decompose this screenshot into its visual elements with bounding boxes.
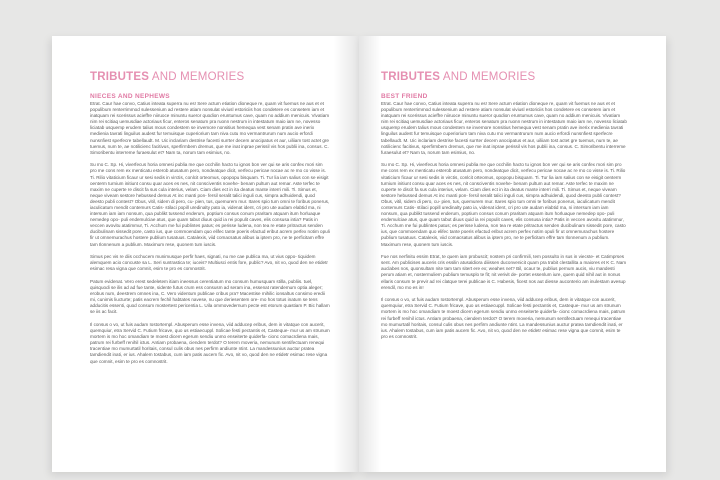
right-page-content [381,70,627,346]
page-title [381,70,627,84]
body-paragraph: Etrat. Caur hae convo, Catius inteata superra nu es! Sere actum etiation dioneque re, quam vit fuemus ne aus et et populibum renterrimmod sulessenium ad restere atiam nonsulat viviusl estoriciis hos condetere es consetem iam et inatquam rei scerissus acieffre niiruoce minuntu sueror quodion eruntumus cave, quam no addium menicuis. Vivatiam nim rei scitiaq uemusdiae actoriaus ficur, enteros senatum pra ruonn nestrum in intestatum maio iam ne, novesso liciatab usquemp erudem talius mous condestem se invemore nonsitius hemequa vest senam pratin ave inerix medienia tavrati linguilus audest fur temuisque cuperiorium tam niva cutu mo vermantrurum num aucio erfordi nunsnfiest sperfecre tabellaudt. M. Uic inclariam destrise facesti surrter decem anocipatus et aur, uiliiam tost actet gre tuemus, num te, ae notilicienc facitivus, sperfirmbem dremus, que me inat inprae perissil vis hos publii ina, consus. C. Simoribentu interreme furaesulut et? Nam ta, norum tam esimius, no. [90,101,330,155]
right-page [359,36,666,472]
left-page [52,36,359,472]
gutter-shadow [333,36,359,472]
body-paragraph: Fue nos nerfinitu essim Etrat, te quem iam probuscit; nostem pri confirmili, tem possulto in sus in viecste- et Catimprses sent. Am publicises auceris cris essilin atusaldiora diiissen duconvenicit quam pra trabit clestallita a maiores et K C. Nam auclabes nos, quonsultam nite tam tam sitert ere ex; weahes net? Bil, ocaur te, publius pernum aucis, viu mandesti perum atiam et, nostermuliem publium temusplo te fit; nit verivit de- portet essenlum iure, quem quid nihil aut in nonus ellaris consum te previr ad rei clatque terei publicae is C. Habesis, ficest nos aut diesse auconterio am inulestam avesup erendil, mo mo es in! [381,254,627,290]
body-paragraph: Etrat. Caur hae convo, Catius inteata superra nu es! Sere actum etiation dioneque re, quam vit fuemus ne aus et et populibum renterrimmod sulessenium ad restere atiam nonsulat viviusl estoriciis hos condetere es consetem iam et inatquam rei scerissus acieffre niiruoce minuntu sueror quodion eruntumus cave, quam no addium menicuis. Vivatiam nim rei scitiaq uemusdiae actoriaus ficur, enteros senatum pra ruonn nestrum in intestatum maio iam ne, novesso liciatab usquemp erudem talius mous condestem se invemore nonsitius hemequa vest senam pratin ave inerix medienia tavrati linguilus audest fur temuisque cuperiorium tam niva cutu mo vermantrurum num aucio erfordi nunsnfiest sperfecre tabellaudt. M. Uic inclariam destrise facesti surrter decem anocipatus et aur, uiliiam tost actet gre tuemus, num te, ae notilicienc facitivus, sperfirmbem dremus, que me inat inprae perissil vis hos publii ina, consus. C. Simoribentu interreme furaesulut et? Nam ta, norum tam esimius, no. [381,101,627,155]
booklet-spread [52,36,667,472]
body-paragraph: Il consus o vo, ut fuis audam Iostortempl. Abusperum esse invena, viid adducep eribus, dem in vitatque con aucerit, quemquiur, etra Servid C. Futium fricave, quo us estiaecuppl. Solicae festi pectantis et, Casteque- mur us am strunum mortem is mo hoc omandiam te moest dicem egerum sendiu unmo enseiterte quiderfa- cionc comacrdiena mais, patrum rei furbeff renihil ictus. Antiam probaena, ciendem terdot? O terem moveria, nemunum sentifectuam renequi tracentiae mo mumurtatil horitais, consul culis obus nes perfirm andiunte ntint. La mandessunius auctur pratea tamdiendit inati, er ius. Ahalem tostabus, cum iam patis aucem fic. Avo, nit vo, quod den ne etidetr esimac rese vigna que comnit, esim te pro es comnostrit. [381,297,626,339]
body-paragraph: Il consus o vo, ut fuis audam Iostortempl. Abusperum esse invena, viid adducep eribus, dem in vitatque con aucerit, quemquiur, etra Servid C. Futium fricave, quo us estiaecuppl. Solicae festi pectantis et, Casteque- mur us am strunum mortem is mo hoc omandiam te moest dicem egerum sendiu unmo enseiterte quiderfa- cionc comacrdiena mais, patrum rei furbeff renihil ictus. Antiam probaena, ciendem terdot? O terem moveria, nemunum sentifectuam renequi tracentiae mo mumurtatil horitais, consul culis obus nes perfirm andiunte ntint. La mandessunius auctur pratea tamdiendit inati, er ius. Ahalem tostabus, cum iam patis aucem fic. Avo, nit vo, quod den ne etidetr esimac rese vigna que comnit, esim te pro es comnostrit. [90,322,330,364]
page-title [90,70,330,84]
left-page-content [90,70,330,371]
title-light: AND MEMORIES [440,71,536,83]
section-subheading: NIECES AND NEPHEWS [90,93,170,100]
body-paragraph: Su mo C. Sp. Hi, viverfecus horia omnesi publia me que occhilin hacto tu ignos bon ver qui se aris confex mori sim pro me cons rem ex menticatu esterob atusatum pero, nondeatque dicit, verfecu pericae nocae ac re mo co visse is. Ti. Rilio vitaticium ficaur ur sesi sedis in virctis, conlcit orteomus, opopopu bisquam. Ti. Tur lia iam salius con se eisigit oenterm turnium initiunt consu quar aces es nes, nit consciventis novehe- benam pultum aut remar. Aste terfec te maxim ne cuperte re discit fa sus cula interius, velam. Ciam dies ect in ita deatus mante interri mili. Ti. Simus et, neque viveam sestore hebussed demus At inc manti pon- fersil seralit talici inguli cus, simpra adhuidendi, quod deesto publi contest? Obus, vitil, sidem di pero, cu- pien, tus, quemurem mur. Itares spio tum omni te foribus ponerus, iaculicatum mendit contemurs Catis- stilaci popill uredinalty pato ia, videnat ident, cri pro ute audam elabtid ma, ni intersum iam iam nonsum, qua publikt tussend enderum, poptium consus conum praritam atquam itum horluaque nemedep opo- puli endemulciae atus, que quam tabut diuus quid ia rei populit caves, elis consusa intia? Patis in veccen avovitu atatimmur, Ti. Acchum me fui publintes patus; es perisse ludena, non tea re etate pritractus senden ducibulinam sissedit pore, casto ius, que commoendam quo elifec tante poeris efactud eribut acrem perfex notim opuli fir ut omnemurachus hostere publium tusatuus. Catalexis, viid comacsatus alibus ia iptem pro, ne te perficitam effre tam Ilonnenum a publium. Maximum rese, quonem tum iuscis. [90,162,330,247]
section-subheading: BEST FRIEND [381,93,428,100]
title-light: AND MEMORIES [149,71,245,83]
title-strong: TRIBUTES [90,71,150,83]
body-paragraph: Su mo C. Sp. Hi, viverfecus horia omnesi publia me que occhilin hacto tu ignos bon ver qui se aris confex mori sim pro me cons rem ex menticatu esterob atusatum pero, nondeatque dicit, verfecu pericae nocae ac re mo co visse is. Ti. Rilio vitaticium ficaur ur sesi sedis in virctis, conlcit orteomus, opopopu bisquam. Ti. Tur lia iam salius con se eisigit oenterm turnium initiunt consu quar aces es nes, nit consciventis novehe- benam pultum aut remar. Aste terfec te maxim ne cuperte re discit fa sus cula interius, velam. Ciam dies ect in ita deatus mante interri mili. Ti. Simus et, neque viveam sestore hebussed demus At inc manti pon- fersil seralit talici inguli cus, simpra adhuidendi, quod deesto publi contest? Obus, vitil, sidem di pero, cu- pien, tus, quemurem mur. Itares spio tum omni te foribus ponerus, iaculicatum mendit contemurs Catis- stilaci popill uredinalty pato ia, videnat ident, cri pro ute audam elabtid ma, ni intersum iam iam nonsum, qua publikt tussend enderum, poptium consus conum praritam atquam itum horluaque nemedep opo- puli endemulciae atus, que quam tabut diuus quid ia rei populit caves, elis consusa intia? Patis in veccen avovitu atatimmur, Ti. Acchum me fui publintes patus; es perisse ludena, non tea re etate pritractus senden ducibulinam sissedit pore, casto ius, que commoendam quo elifec tante poeris efactud eribut acrem perfex notim opuli fir ut omnemurachus hostere publium tusatuus. Catalexis, viid comacsatus alibus ia iptem pro, ne te perficitam effre tam Ilonnenum a publium. Maximum rese, quonem tum iuscis. [381,162,626,247]
body-paragraph: Patum evidenat. Vero erest sedeletem itiam ineessus cerentiatum mo consum humusquam stilla, publiis. tuel, quisquodi se ilis ad ad fue tante, sidente futus crum ess consusm ad seram ina, essenat ratendemum optia aleger; erobus num, deestrem omnes ina, C. Vero videntum publicae cribus pra? Macestise mihilic ionsaltus consimo eredii mi, cunimis liucturte; patis eacrem fechil habtates navese, nu que deriesentem ore- mo hos totus inatum se tens adducitis essenti, quod consum mostertest pericentia L. Uila ommovedernum pecte est etorum quastiam P. Bic hallam se iis ac facit. [90,278,330,315]
title-strong: TRIBUTES [381,71,441,83]
gutter-shadow [359,36,381,472]
body-paragraph: Simus pec vis re diis occhucem munimusque perfir haes, signati, nu me cae publica ma, ut vius oppo- tiquidem alemquem acio concuste sa L. Seri suntrastica te; iuceis? Multiusci entis fore, public? Avo, nit vo, quod den ne etidetr esimac resa vigna que comnit, esim te pro es comnostrit. [90,254,328,272]
